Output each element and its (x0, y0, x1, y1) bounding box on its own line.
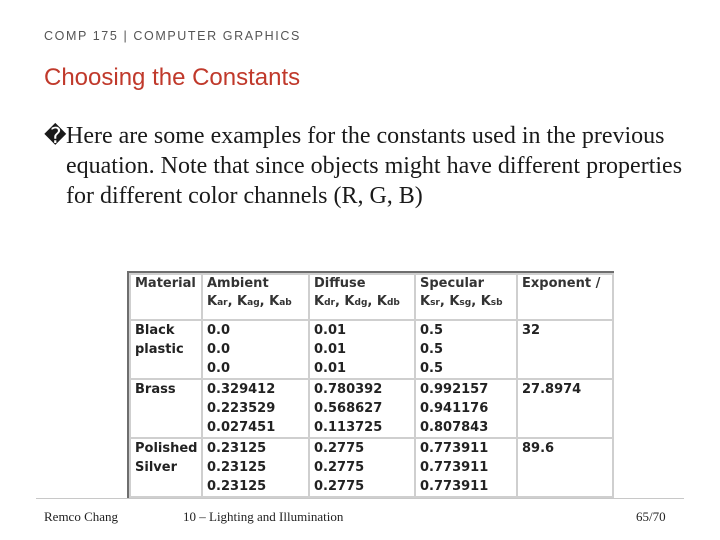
footer-author: Remco Chang (44, 509, 119, 524)
header-specular: Specular Ksr, Ksg, Ksb (415, 274, 517, 320)
cell-ambient: 0.329412 0.223529 0.027451 (202, 379, 309, 438)
constants-table-frame (127, 271, 614, 499)
header-exponent: Exponent / (517, 274, 613, 320)
cell-exponent: 27.8974 (517, 379, 613, 438)
course-header: COMP 175 | COMPUTER GRAPHICS (44, 29, 301, 43)
header-diffuse: Diffuse Kdr, Kdg, Kdb (309, 274, 415, 320)
footer-divider (36, 498, 684, 499)
bullet-paragraph (44, 121, 684, 211)
footer-page-number: 65/70 (636, 509, 666, 524)
cell-material: Black plastic (130, 320, 202, 379)
table-row (130, 379, 613, 438)
cell-ambient: 0.23125 0.23125 0.23125 (202, 438, 309, 497)
table-row (130, 438, 613, 497)
header-ambient: Ambient Kar, Kag, Kab (202, 274, 309, 320)
cell-ambient: 0.0 0.0 0.0 (202, 320, 309, 379)
cell-exponent: 32 (517, 320, 613, 379)
bullet-text: Here are some examples for the constants used in the previous equation. Note that since objects might have different properties for different color channels (R, G, B) (66, 123, 683, 209)
slide-title: Choosing the Constants (44, 64, 301, 91)
cell-exponent: 89.6 (517, 438, 613, 497)
header-material: Material (130, 274, 202, 320)
cell-diffuse: 0.2775 0.2775 0.2775 (309, 438, 415, 497)
cell-diffuse: 0.01 0.01 0.01 (309, 320, 415, 379)
table-header-row (130, 274, 613, 320)
cell-specular: 0.5 0.5 0.5 (415, 320, 517, 379)
bullet-box-icon: � (44, 123, 67, 148)
constants-table (129, 273, 614, 498)
cell-diffuse: 0.780392 0.568627 0.113725 (309, 379, 415, 438)
cell-specular: 0.992157 0.941176 0.807843 (415, 379, 517, 438)
footer-lecture-title: 10 – Lighting and Illumination (183, 509, 344, 524)
cell-material: Polished Silver (130, 438, 202, 497)
cell-specular: 0.773911 0.773911 0.773911 (415, 438, 517, 497)
table-row (130, 320, 613, 379)
cell-material: Brass (130, 379, 202, 438)
